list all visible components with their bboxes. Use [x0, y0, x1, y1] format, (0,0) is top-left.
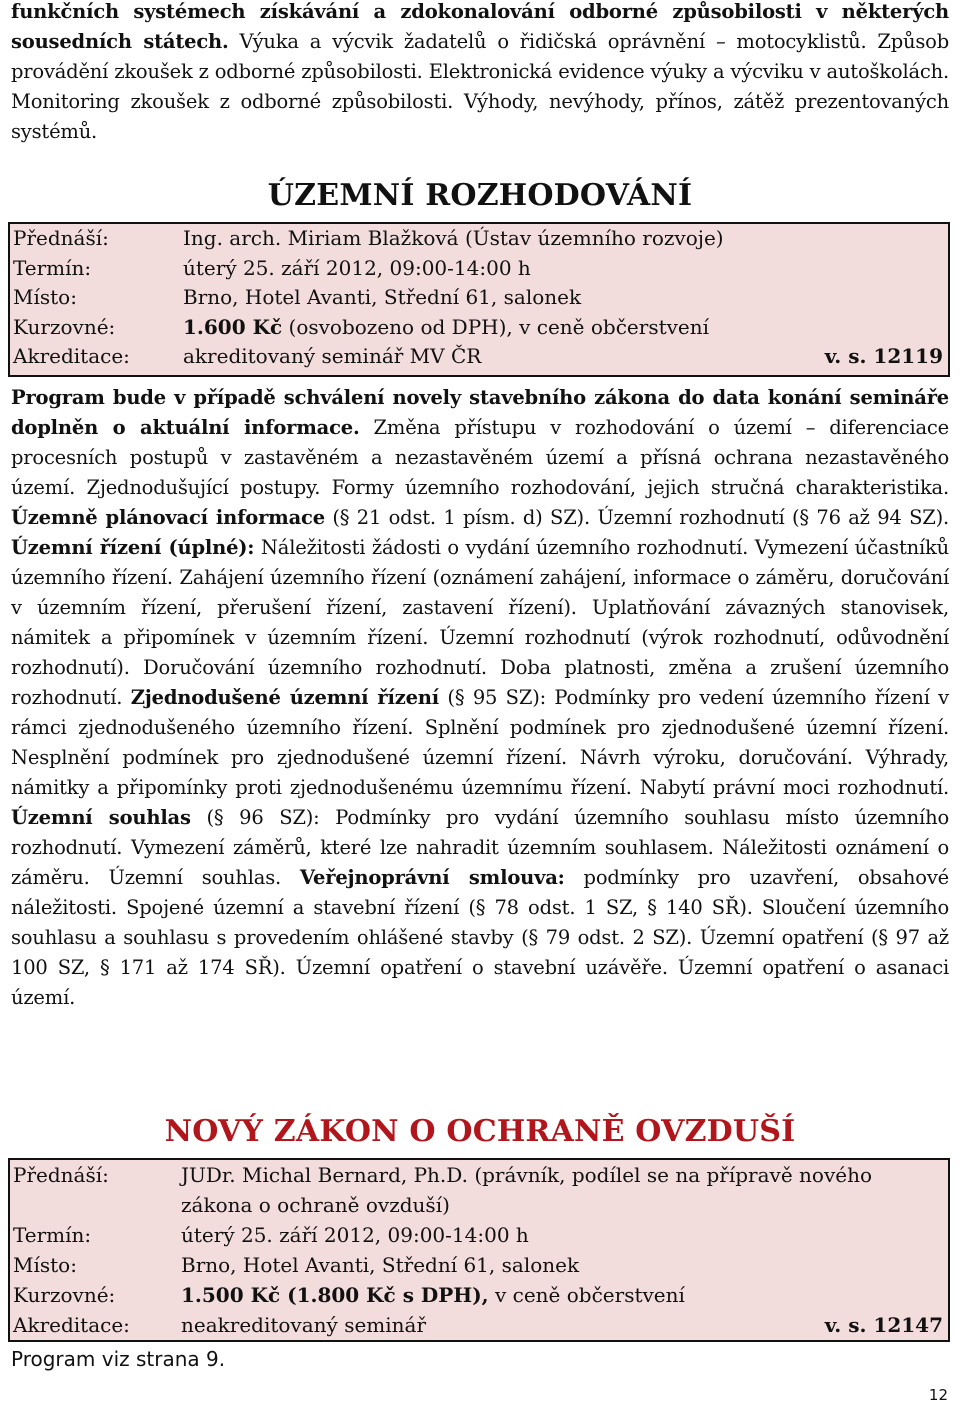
value-place: Brno, Hotel Avanti, Střední 61, salonek — [183, 285, 582, 309]
value-accreditation: neakreditovaný seminář — [181, 1313, 427, 1337]
course2-row-place — [13, 1250, 945, 1280]
course2-row-accreditation — [13, 1310, 945, 1340]
intro-text: Výuka a výcvik žadatelů o řidičská oprávnění – motocyklistů. Způsob provádění zkoušek z odborné způsobilosti. Elektronická evidence výuky a výcviku v autoškolách. Monitoring zkoušek z odborné způsobilosti. Výhody, nevýhody, přínos, zátěž prezentovaných systémů. — [11, 30, 949, 143]
page-number: 12 — [928, 1386, 948, 1404]
course1-row-accreditation — [13, 342, 945, 372]
course1-info-box — [8, 222, 950, 377]
value-fee — [183, 313, 945, 343]
program-segment: Územní souhlas — [11, 806, 191, 829]
fee-amount: 1.500 Kč (1.800 Kč s DPH), — [181, 1283, 489, 1307]
intro-paragraph — [11, 0, 949, 147]
program-segment: Zjednodušené územní řízení — [130, 686, 439, 709]
course2-row-lecturer-cont — [13, 1190, 945, 1220]
value-lecturer-cont: zákona o ochraně ovzduší) — [181, 1193, 450, 1217]
course1-title — [0, 176, 960, 216]
label-term: Termín: — [13, 255, 92, 280]
fee-amount: 1.600 Kč — [183, 314, 283, 339]
value-lecturer: JUDr. Michal Bernard, Ph.D. (právník, podílel se na přípravě nového — [181, 1163, 872, 1187]
value-term: úterý 25. září 2012, 09:00-14:00 h — [181, 1223, 529, 1247]
course1-program — [11, 383, 949, 1013]
course2-info-box — [8, 1158, 950, 1342]
course1-row-place — [13, 283, 945, 313]
course1-row-lecturer — [13, 224, 945, 254]
program-reference-note: Program viz strana 9. — [11, 1347, 226, 1371]
label-place: Místo: — [13, 1253, 77, 1277]
label-fee: Kurzovné: — [13, 1283, 116, 1307]
program-segment: Územní řízení (úplné): — [11, 536, 255, 559]
label-accreditation: Akreditace: — [13, 344, 130, 368]
course1-row-term — [13, 254, 945, 284]
program-segment: (§ 21 odst. 1 písm. d) SZ). Územní rozhodnutí (§ 76 až 94 SZ). — [324, 506, 949, 529]
value-fee — [181, 1280, 945, 1310]
label-lecturer: Přednáší: — [13, 226, 109, 250]
label-empty — [13, 1190, 181, 1220]
course2-title-text: NOVÝ ZÁKON O OCHRANĚ OVZDUŠÍ — [164, 1114, 796, 1149]
program-segment: (§ 95 SZ): Podmínky pro vedení územního řízení v rámci zjednodušeného územního řízení. Splnění podmínek pro zjednodušené územní řízení. Nesplnění podmínek pro zjednodušené územní řízení. Návrh výroku, doručování. Výhrady, námitky a připomínky proti zjednodušenému územnímu řízení. Nabytí právní moci rozhodnutí. — [11, 686, 949, 799]
fee-note: (osvobozeno od DPH), v ceně občerstvení — [282, 314, 710, 339]
program-segment: Změna přístupu v rozhodování o území – diferenciace procesních postupů v zastavěném a nezastavěném území a přísná ochrana nezastavěného území. Zjednodušující postupy. Formy územního rozhodování, jejich stručná charakteristika. — [11, 416, 949, 499]
variable-symbol: v. s. 12147 — [824, 1313, 943, 1337]
label-fee: Kurzovné: — [13, 314, 116, 339]
intro-bold: funkčních systémech získávání a zdokonalování odborné způsobilosti v některých sousedních státech. — [11, 0, 949, 53]
value-term: úterý 25. září 2012, 09:00-14:00 h — [183, 255, 531, 280]
program-segment: Program bude v případě schválení novely stavebního zákona do data konání semináře doplněn o aktuální informace. — [11, 386, 949, 439]
value-accreditation: akreditovaný seminář MV ČR — [183, 344, 482, 368]
fee-note: v ceně občerstvení — [488, 1283, 685, 1307]
program-segment: (§ 96 SZ): Podmínky pro vydání územního souhlasu místo územního rozhodnutí. Vymezení záměrů, které lze nahradit územním souhlasem. Náležitosti oznámení o záměru. Územní souhlas. — [11, 806, 949, 889]
program-segment: Náležitosti žádosti o vydání územního rozhodnutí. Vymezení účastníků územního řízení. Zahájení územního řízení (oznámení zahájení, informace o záměru, doručování v územním řízení, přerušení řízení, zastavení řízení). Uplatňování závazných stanovisek, námitek a připomínek v územním řízení. Územní rozhodnutí (výrok rozhodnutí, odůvodnění rozhodnutí). Doručování územního rozhodnutí. Doba platnosti, změna a zrušení územního rozhodnutí. — [11, 536, 949, 709]
label-lecturer: Přednáší: — [13, 1163, 109, 1187]
value-lecturer: Ing. arch. Miriam Blažková (Ústav územního rozvoje) — [183, 226, 724, 250]
course2-row-lecturer — [13, 1160, 945, 1190]
value-place: Brno, Hotel Avanti, Střední 61, salonek — [181, 1253, 580, 1277]
program-segment: Veřejnoprávní smlouva: — [299, 866, 565, 889]
label-place: Místo: — [13, 285, 77, 309]
course1-title-text: ÚZEMNÍ ROZHODOVÁNÍ — [267, 178, 693, 213]
label-term: Termín: — [13, 1223, 92, 1247]
course2-row-term — [13, 1220, 945, 1250]
program-segment: Územně plánovací informace — [11, 506, 325, 529]
course2-title — [0, 1112, 960, 1152]
label-accreditation: Akreditace: — [13, 1313, 130, 1337]
course1-row-fee — [13, 313, 945, 343]
program-segment: podmínky pro uzavření, obsahové náležitosti. Spojené územní a stavební řízení (§ 78 odst. 1 SZ, § 140 SŘ). Sloučení územního souhlasu a souhlasu s provedením ohlášené stavby (§ 79 odst. 2 SZ). Územní opatření (§ 97 až 100 SZ, § 171 až 174 SŘ). Územní opatření o stavební uzávěře. Územní opatření o asanaci území. — [11, 866, 949, 1009]
course2-row-fee — [13, 1280, 945, 1310]
variable-symbol: v. s. 12119 — [824, 344, 943, 368]
